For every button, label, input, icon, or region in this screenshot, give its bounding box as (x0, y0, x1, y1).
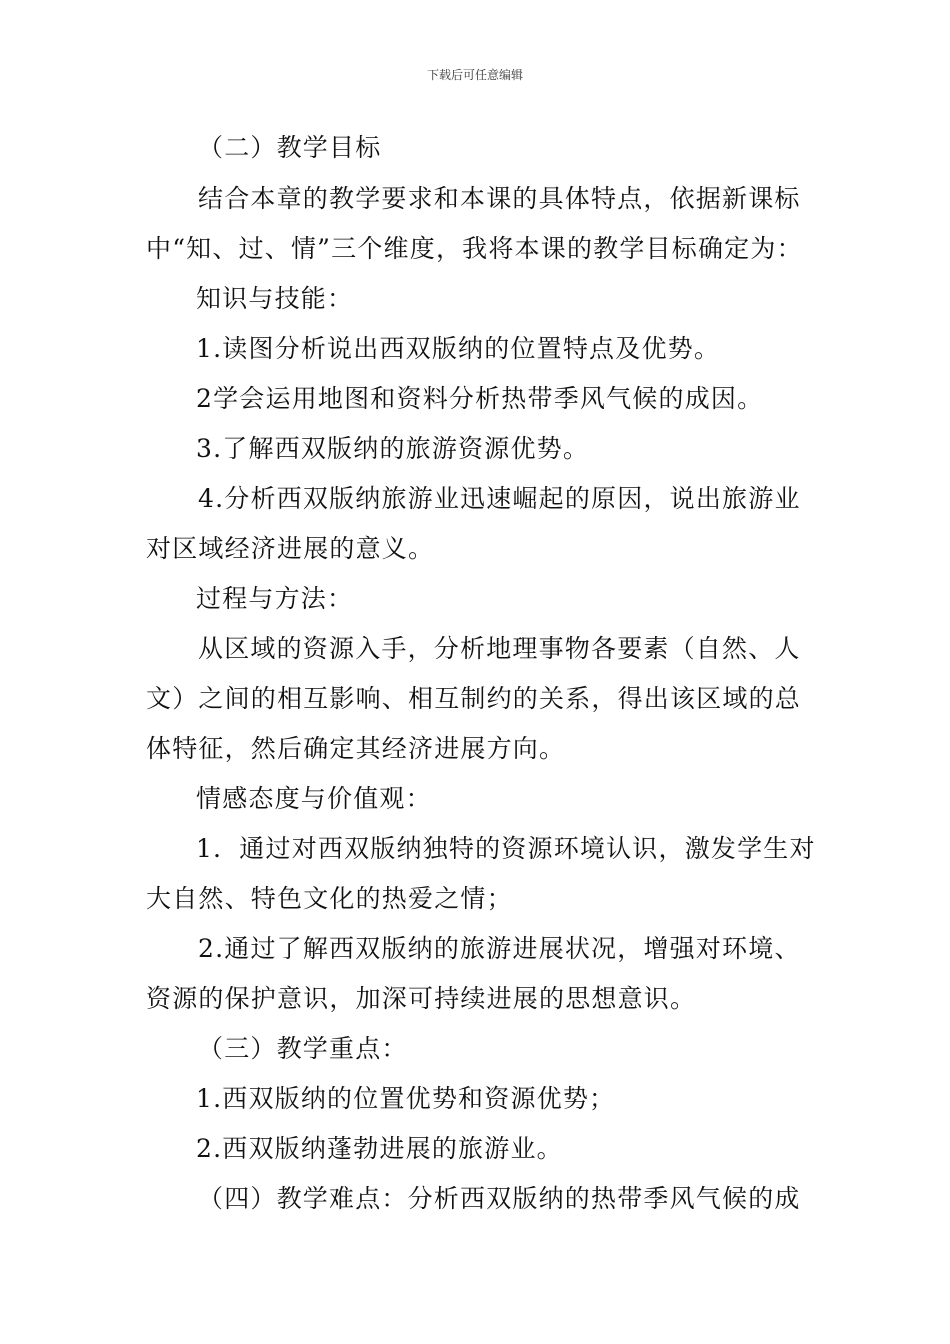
subheading-knowledge-skills: 知识与技能： (196, 284, 354, 313)
section-heading-objectives: （二）教学目标 (198, 133, 382, 162)
paragraph-line: 资源的保护意识，加深可持续进展的思想意识。 (146, 984, 697, 1013)
paragraph-line: 从区域的资源入手，分析地理事物各要素（自然、人 (198, 634, 801, 663)
section-heading-key-points: （三）教学重点： (198, 1034, 408, 1063)
section-heading-difficulties: （四）教学难点：分析西双版纳的热带季风气候的成 (198, 1184, 801, 1213)
paragraph-line: 大自然、特色文化的热爱之情； (146, 884, 513, 913)
paragraph-line: 体特征，然后确定其经济进展方向。 (146, 734, 566, 763)
list-item: 4.分析西双版纳旅游业迅速崛起的原因，说出旅游业 (198, 484, 801, 513)
subheading-process-methods: 过程与方法： (196, 584, 354, 613)
list-item: 2学会运用地图和资料分析热带季风气候的成因。 (196, 384, 764, 413)
paragraph-line: 文）之间的相互影响、相互制约的关系，得出该区域的总 (146, 684, 802, 713)
list-item: 2.西双版纳蓬勃进展的旅游业。 (196, 1134, 563, 1163)
page-header: 下载后可任意编辑 (426, 68, 523, 82)
subheading-attitudes-values: 情感态度与价值观： (196, 784, 432, 813)
list-item: 1.西双版纳的位置优势和资源优势； (196, 1084, 616, 1113)
paragraph-line: 对区域经济进展的意义。 (146, 534, 435, 563)
list-item: 1.读图分析说出西双版纳的位置特点及优势。 (196, 334, 721, 363)
list-item: 2.通过了解西双版纳的旅游进展状况，增强对环境、 (198, 934, 801, 963)
list-item: 1．通过对西双版纳独特的资源环境认识，激发学生对 (196, 834, 816, 863)
paragraph-line: 中“知、过、情”三个维度，我将本课的教学目标确定为： (146, 234, 803, 263)
list-item: 3.了解西双版纳的旅游资源优势。 (196, 434, 590, 463)
paragraph-line: 结合本章的教学要求和本课的具体特点，依据新课标 (198, 184, 801, 213)
